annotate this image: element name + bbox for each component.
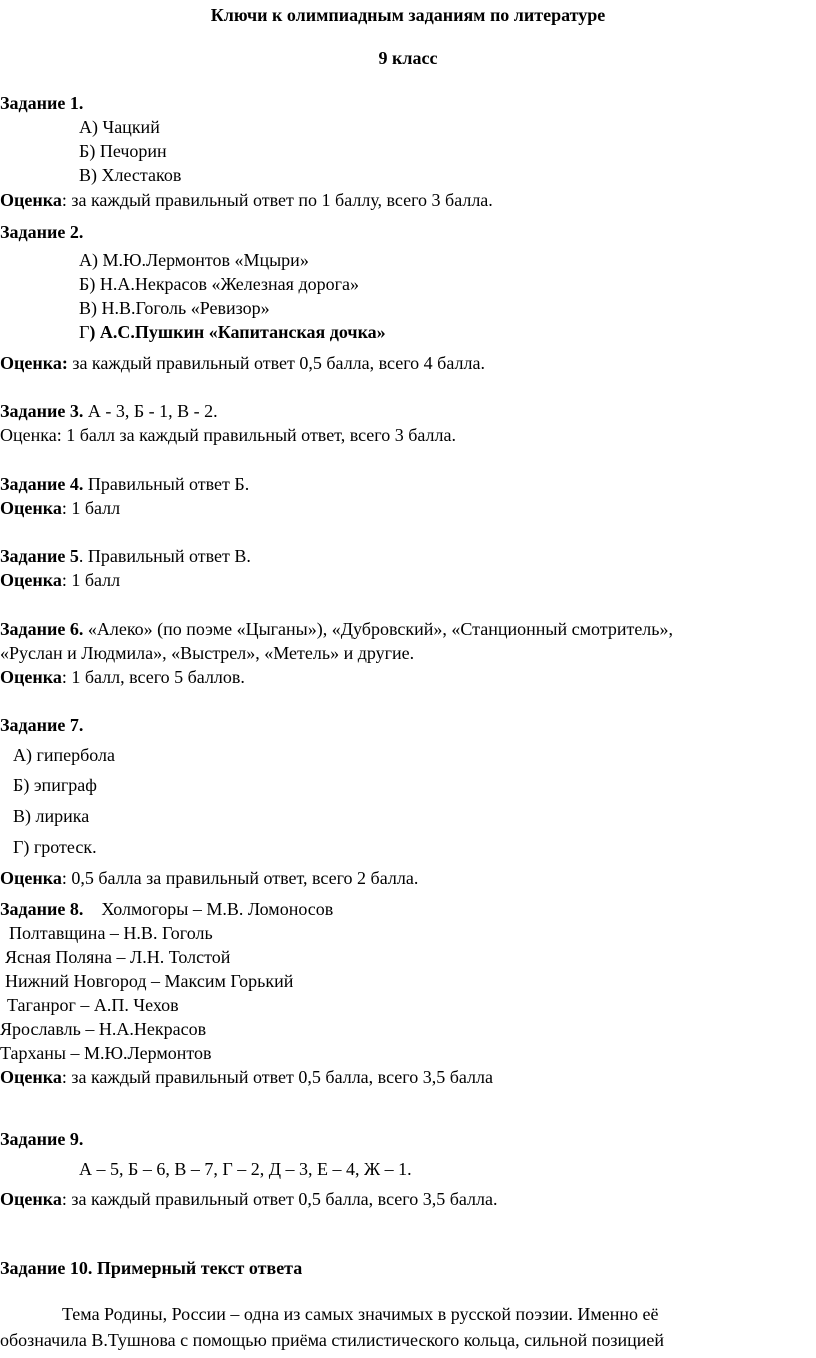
task-6-line-2: «Руслан и Людмила», «Выстрел», «Метель» и другие. xyxy=(0,643,415,663)
task-7-heading: Задание 7. xyxy=(0,715,84,735)
task-6-score: Оценка: 1 балл, всего 5 баллов. xyxy=(0,667,245,687)
task-2-heading: Задание 2. xyxy=(0,222,84,242)
task-8-line-7: Тарханы – М.Ю.Лермонтов xyxy=(0,1043,212,1063)
document-title: Ключи к олимпиадным заданиям по литературе xyxy=(210,5,606,25)
task-7-answer-b: Б) эпиграф xyxy=(13,775,97,795)
task-8-line-1: Задание 8. Холмогоры – М.В. Ломоносов xyxy=(0,899,334,919)
task-10-heading: Задание 10. Примерный текст ответа xyxy=(0,1258,303,1278)
task-6-line-1: Задание 6. «Алеко» (по поэме «Цыганы»), «Дубровский», «Станционный смотритель», xyxy=(0,619,673,639)
task-8-line-3: Ясная Поляна – Л.Н. Толстой xyxy=(5,947,231,967)
task-3-score: Оценка: 1 балл за каждый правильный ответ, всего 3 балла. xyxy=(0,425,456,445)
task-1-answer-a: А) Чацкий xyxy=(79,117,160,137)
task-2-answer-b: Б) Н.А.Некрасов «Железная дорога» xyxy=(79,274,359,294)
task-2-answer-c: В) Н.В.Гоголь «Ревизор» xyxy=(79,298,270,318)
task-10-paragraph-line-1: Тема Родины, России – одна из самых значимых в русской поэзии. Именно её xyxy=(62,1304,659,1324)
task-8-score: Оценка: за каждый правильный ответ 0,5 балла, всего 3,5 балла xyxy=(0,1067,493,1087)
task-5-line: Задание 5. Правильный ответ В. xyxy=(0,546,251,566)
task-2-answer-d: Г) А.С.Пушкин «Капитанская дочка» xyxy=(79,322,386,342)
task-10-paragraph-line-2: обозначила В.Тушнова с помощью приёма стилистического кольца, сильной позицией xyxy=(0,1330,664,1350)
task-8-line-6: Ярославль – Н.А.Некрасов xyxy=(0,1019,207,1039)
task-1-answer-c: В) Хлестаков xyxy=(79,165,182,185)
task-1-score: Оценка: за каждый правильный ответ по 1 баллу, всего 3 балла. xyxy=(0,190,493,210)
task-1-answer-b: Б) Печорин xyxy=(79,141,167,161)
task-8-line-4: Нижний Новгород – Максим Горький xyxy=(5,971,294,991)
task-1-heading: Задание 1. xyxy=(0,93,84,113)
task-7-answer-d: Г) гротеск. xyxy=(13,837,97,857)
task-9-answer: А – 5, Б – 6, В – 7, Г – 2, Д – 3, Е – 4, Ж – 1. xyxy=(79,1159,412,1179)
task-2-score: Оценка: за каждый правильный ответ 0,5 балла, всего 4 балла. xyxy=(0,353,485,373)
task-9-heading: Задание 9. xyxy=(0,1129,84,1149)
task-5-score: Оценка: 1 балл xyxy=(0,570,121,590)
task-4-line: Задание 4. Правильный ответ Б. xyxy=(0,474,250,494)
task-8-line-2: Полтавщина – Н.В. Гоголь xyxy=(9,923,213,943)
task-7-answer-a: А) гипербола xyxy=(13,745,116,765)
task-2-answer-a: А) М.Ю.Лермонтов «Мцыри» xyxy=(79,250,309,270)
task-7-score: Оценка: 0,5 балла за правильный ответ, всего 2 балла. xyxy=(0,868,419,888)
task-3-line: Задание 3. А - 3, Б - 1, В - 2. xyxy=(0,401,218,421)
grade-heading: 9 класс xyxy=(378,48,438,68)
task-8-line-5: Таганрог – А.П. Чехов xyxy=(7,995,179,1015)
task-7-answer-c: В) лирика xyxy=(13,806,90,826)
task-4-score: Оценка: 1 балл xyxy=(0,498,121,518)
task-9-score: Оценка: за каждый правильный ответ 0,5 балла, всего 3,5 балла. xyxy=(0,1189,498,1209)
